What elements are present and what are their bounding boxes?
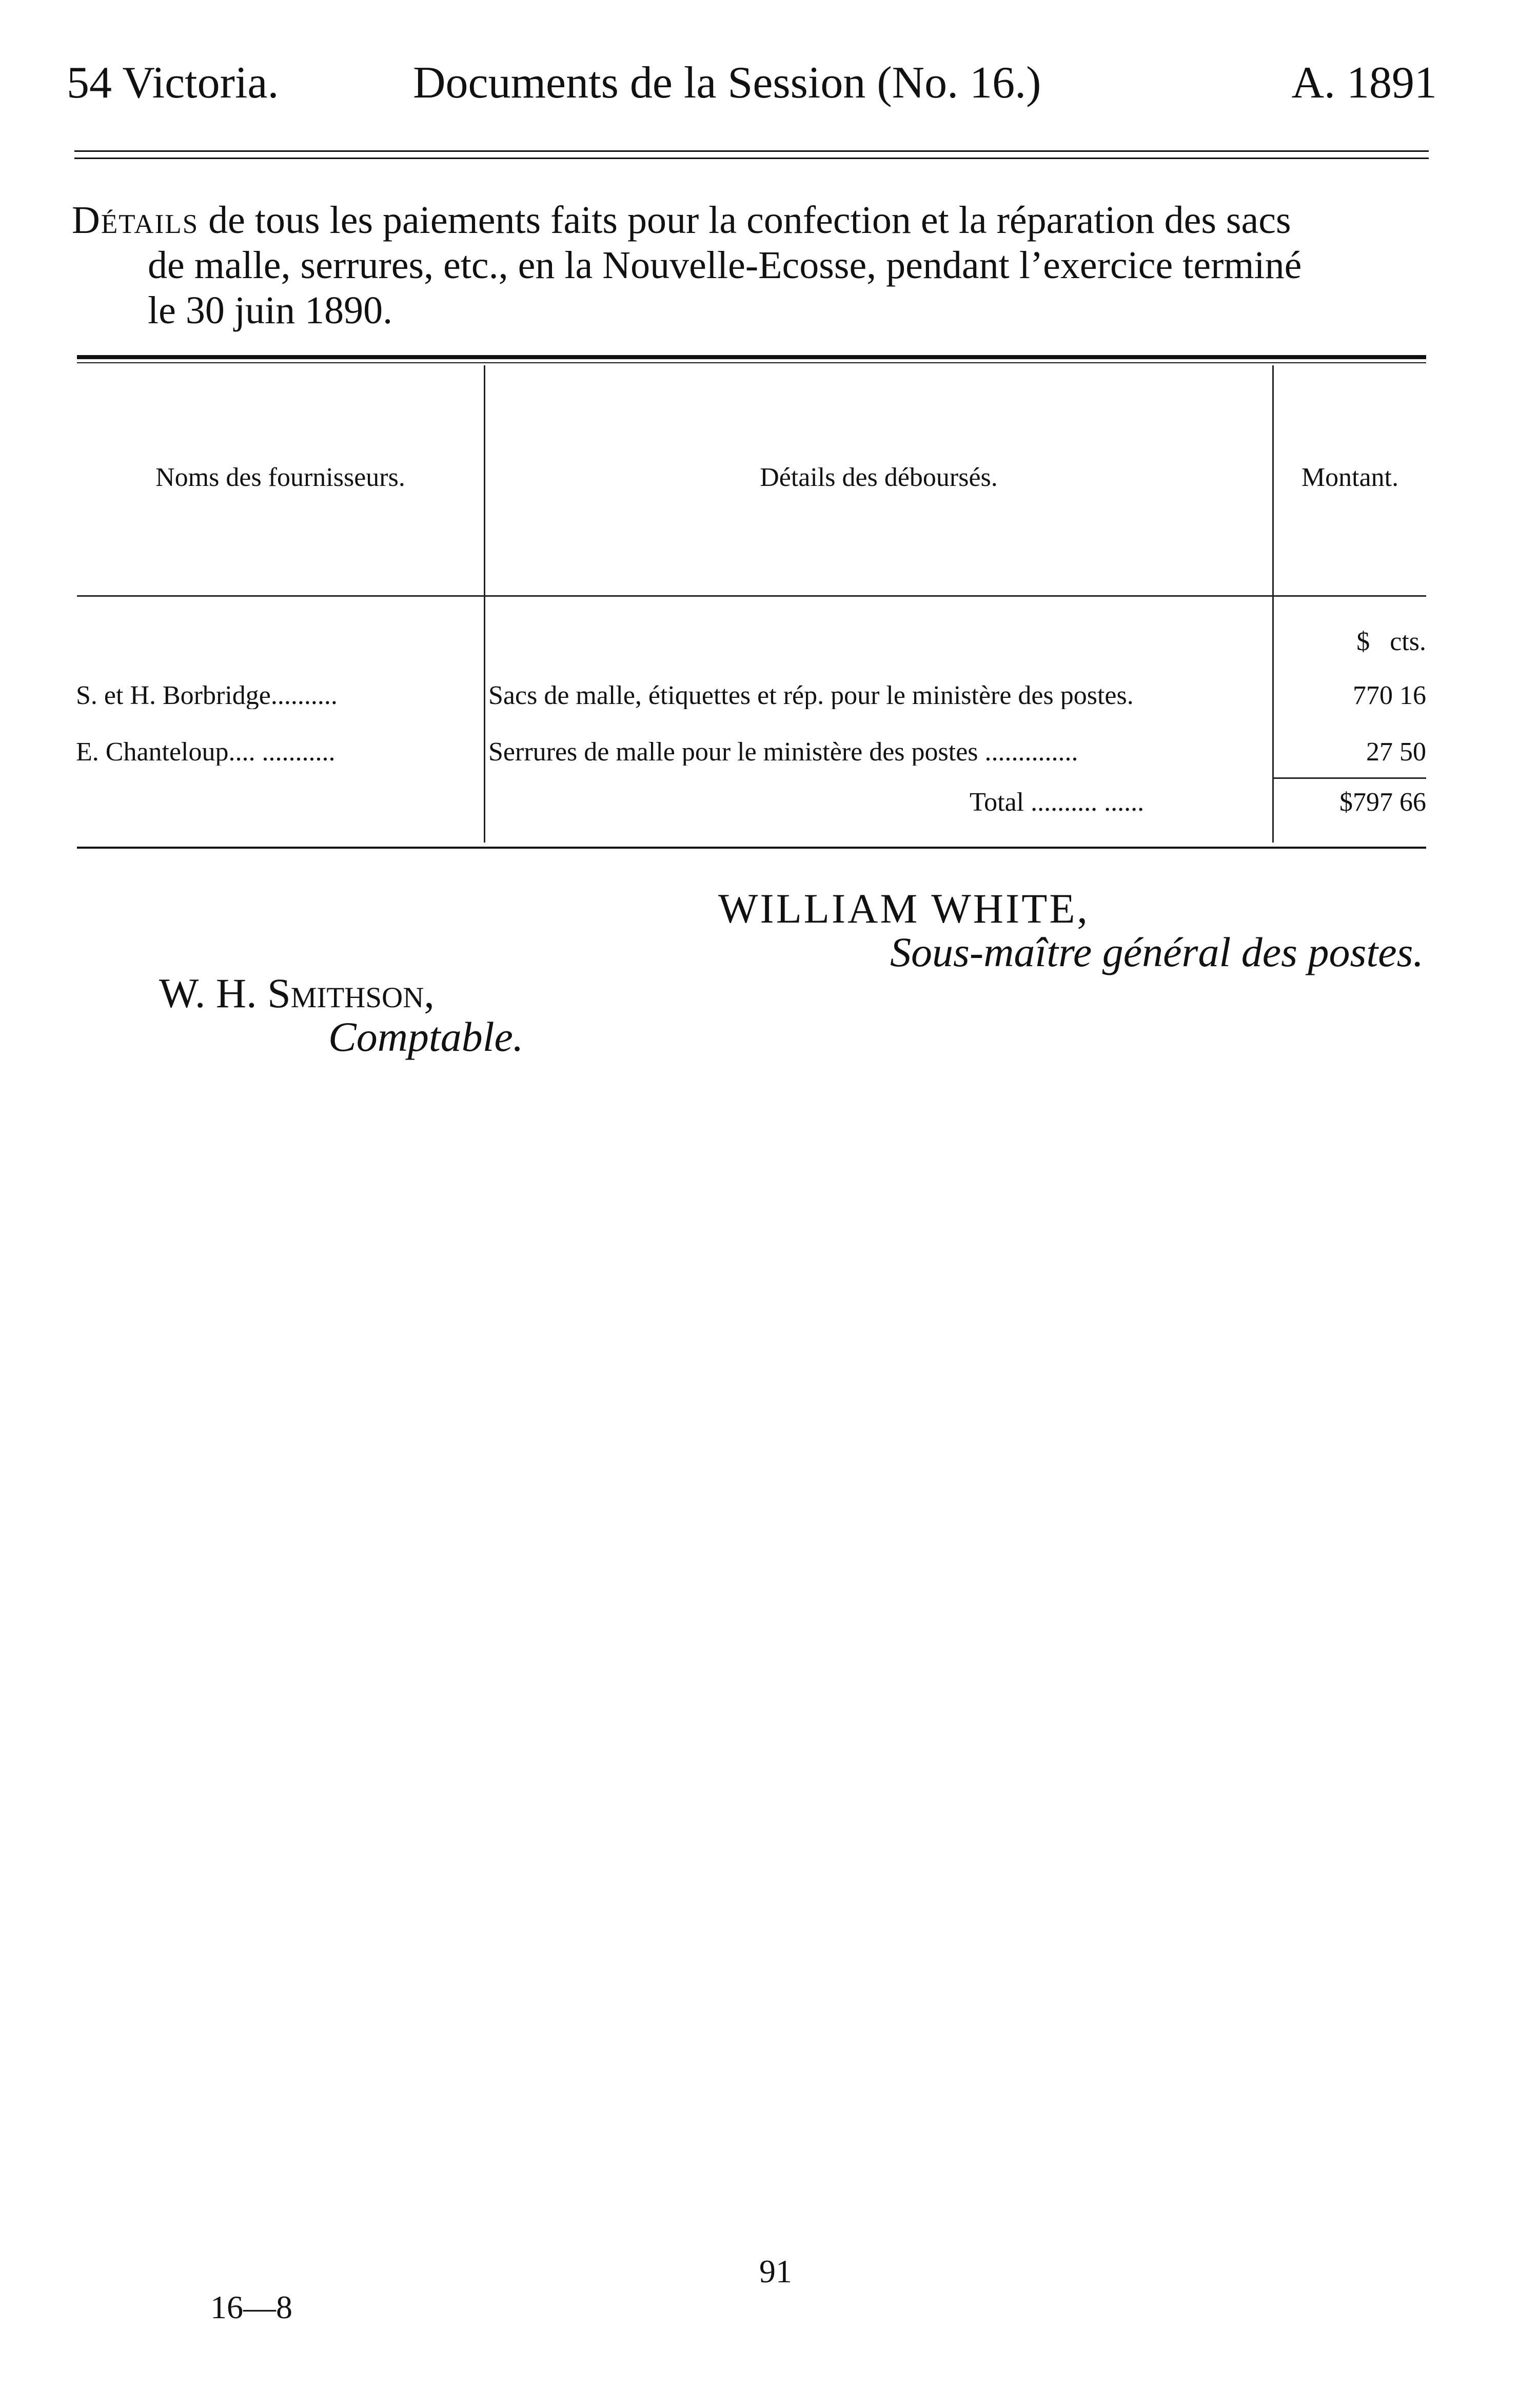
header-rule-top	[74, 150, 1429, 152]
amount-units: $ cts.	[1356, 627, 1426, 656]
column-header-supplier: Noms des fournisseurs.	[155, 463, 405, 492]
signature-left-title: Comptable.	[328, 1013, 524, 1060]
header-session-year: 54 Victoria.	[67, 58, 279, 108]
leader-dots: ..........	[270, 682, 338, 709]
table-row-details	[488, 739, 1268, 766]
total-label-cell	[970, 789, 1267, 816]
signature-mark: 16—8	[210, 2289, 292, 2325]
leader-dots: ..............	[984, 739, 1078, 766]
leader-dots: .... ...........	[228, 739, 336, 766]
table-top-rule	[77, 355, 1426, 359]
table-header-rule	[77, 595, 1426, 597]
header-year: A. 1891	[1291, 58, 1437, 108]
row-supplier-cell	[76, 682, 479, 709]
table-row	[76, 682, 479, 709]
row-supplier: E. Chanteloup	[76, 739, 229, 766]
header-document-title: Documents de la Session (No. 16.)	[413, 58, 1041, 108]
total-amount: $797 66	[1339, 788, 1426, 817]
table-column-divider-2	[1272, 365, 1274, 843]
row-supplier-cell	[76, 739, 479, 766]
signature-left-name: W. H. Smithson,	[159, 970, 435, 1016]
title-line1-text: de tous les paiements faits pour la confection et la réparation des sacs	[199, 199, 1291, 242]
page-number: 91	[759, 2253, 792, 2289]
signature-right-title: Sous-maître général des postes.	[890, 929, 1424, 975]
table-top-rule-thin	[77, 362, 1426, 363]
title-line2-text: de malle, serrures, etc., en la Nouvelle-Ecosse, pendant l’exercice terminé	[148, 244, 1302, 287]
table-bottom-rule	[77, 847, 1426, 849]
column-header-amount: Montant.	[1301, 463, 1399, 492]
column-header-details: Détails des déboursés.	[760, 463, 998, 492]
leader-dots: .......... ......	[1031, 789, 1145, 816]
table-column-divider-1	[484, 365, 485, 843]
title-line3-text: le 30 juin 1890.	[148, 289, 393, 332]
row-supplier: S. et H. Borbridge	[76, 682, 271, 709]
title-lead-word: Détails	[72, 199, 199, 242]
signature-right-name: WILLIAM WHITE,	[718, 885, 1090, 932]
header-rule-bottom	[74, 158, 1429, 159]
total-label: Total	[970, 789, 1024, 816]
total-rule	[1274, 777, 1426, 779]
row-amount: 770 16	[1353, 681, 1426, 710]
table-row	[76, 739, 479, 766]
row-amount: 27 50	[1366, 737, 1426, 767]
document-title-block	[72, 198, 1447, 333]
row-details: Serrures de malle pour le ministère des postes	[488, 739, 978, 766]
row-details: Sacs de malle, étiquettes et rép. pour le ministère des postes.	[488, 682, 1134, 709]
document-title-paragraph	[72, 198, 1447, 333]
